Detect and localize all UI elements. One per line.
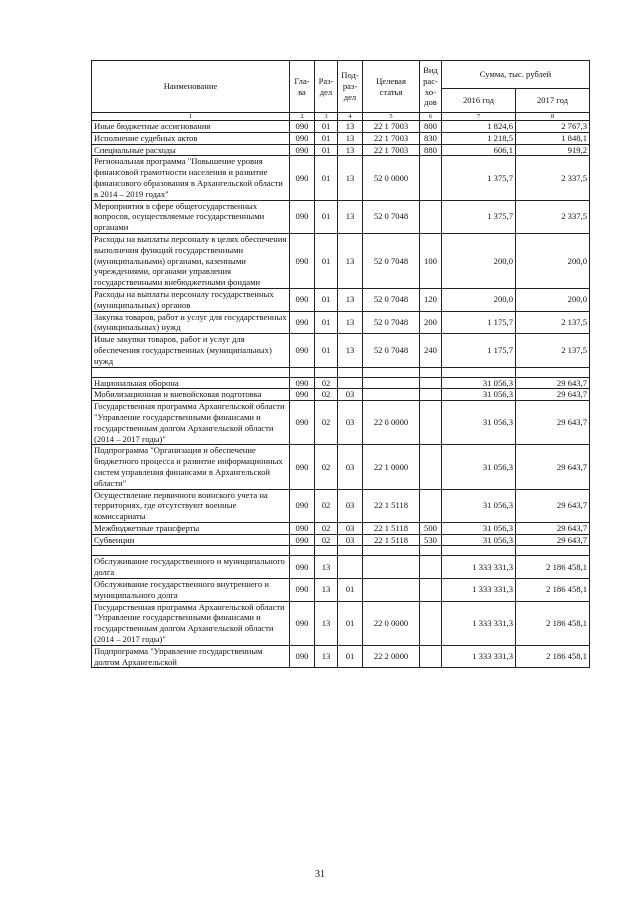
- cell-sum-2016: 31 056,3: [442, 377, 516, 389]
- cell-razdel: 01: [315, 156, 338, 200]
- empty-cell: [420, 546, 442, 556]
- cell-sum-2016: 1 333 331,3: [442, 601, 516, 645]
- empty-cell: [363, 367, 420, 377]
- cell-vid: 880: [420, 144, 442, 156]
- table-row: [92, 156, 590, 200]
- cell-name: Государственная программа Архангельской области "Управление государственными финансами и государственным долгом Архангельской области (2014 – 2017 годы)": [92, 401, 290, 445]
- col-num-1: 1: [92, 113, 290, 121]
- cell-vid: [420, 579, 442, 602]
- empty-cell: [363, 546, 420, 556]
- cell-name: Расходы на выплаты персоналу в целях обеспечения выполнения функций государственными (муниципальными) органами, казенными учреждениями, органами управления государственными внебюджетными фондами: [92, 233, 290, 288]
- cell-sum-2016: 31 056,3: [442, 522, 516, 534]
- empty-cell: [442, 546, 516, 556]
- table-row: [92, 288, 590, 311]
- table-row: [92, 377, 590, 389]
- cell-podrazdel: 01: [338, 579, 363, 602]
- cell-sum-2017: 29 643,7: [516, 522, 590, 534]
- cell-podrazdel: 03: [338, 489, 363, 522]
- cell-name: Обслуживание государственного и муниципального долга: [92, 556, 290, 579]
- table-row: [92, 233, 590, 288]
- cell-sum-2016: 200,0: [442, 233, 516, 288]
- cell-statya: 22 1 5118: [363, 534, 420, 546]
- cell-vid: [420, 645, 442, 668]
- cell-statya: 52 0 7048: [363, 288, 420, 311]
- empty-cell: [92, 367, 290, 377]
- cell-glava: 090: [290, 601, 315, 645]
- cell-statya: [363, 377, 420, 389]
- cell-vid: 500: [420, 522, 442, 534]
- col-num-2: 2: [290, 113, 315, 121]
- cell-razdel: 13: [315, 556, 338, 579]
- empty-cell: [290, 546, 315, 556]
- cell-razdel: 13: [315, 579, 338, 602]
- header-statya: Целевая статья: [363, 61, 420, 113]
- cell-statya: 22 1 7003: [363, 132, 420, 144]
- table-row: [92, 579, 590, 602]
- cell-podrazdel: 03: [338, 401, 363, 445]
- empty-cell: [290, 367, 315, 377]
- cell-statya: 52 0 7048: [363, 233, 420, 288]
- cell-sum-2016: 31 056,3: [442, 389, 516, 401]
- cell-name: Закупка товаров, работ и услуг для государственных (муниципальных) нужд: [92, 311, 290, 334]
- cell-sum-2017: 29 643,7: [516, 401, 590, 445]
- header-podrazdel: Под- раз- дел: [338, 61, 363, 113]
- cell-podrazdel: 01: [338, 601, 363, 645]
- cell-sum-2017: 2 137,5: [516, 311, 590, 334]
- cell-glava: 090: [290, 645, 315, 668]
- table-row: [92, 534, 590, 546]
- cell-sum-2017: 2 186 458,1: [516, 601, 590, 645]
- cell-vid: [420, 489, 442, 522]
- cell-statya: 22 0 0000: [363, 601, 420, 645]
- empty-cell: [516, 367, 590, 377]
- cell-statya: 22 0 0000: [363, 401, 420, 445]
- header-name: Наименование: [92, 61, 290, 113]
- cell-razdel: 01: [315, 121, 338, 133]
- cell-sum-2016: 1 375,7: [442, 156, 516, 200]
- header-year-2017: 2017 год: [516, 89, 590, 113]
- cell-vid: [420, 445, 442, 489]
- empty-cell: [516, 546, 590, 556]
- col-num-5: 5: [363, 113, 420, 121]
- table-row: [92, 389, 590, 401]
- cell-name: Субвенции: [92, 534, 290, 546]
- cell-glava: 090: [290, 334, 315, 367]
- cell-vid: 100: [420, 233, 442, 288]
- cell-name: Исполнение судебных актов: [92, 132, 290, 144]
- cell-glava: 090: [290, 311, 315, 334]
- table-row: [92, 489, 590, 522]
- cell-glava: 090: [290, 401, 315, 445]
- cell-name: Расходы на выплаты персоналу государственных (муниципальных) органов: [92, 288, 290, 311]
- table-row: [92, 645, 590, 668]
- cell-razdel: 02: [315, 389, 338, 401]
- cell-sum-2016: 1 333 331,3: [442, 579, 516, 602]
- cell-vid: 530: [420, 534, 442, 546]
- cell-podrazdel: 03: [338, 534, 363, 546]
- cell-sum-2017: 200,0: [516, 288, 590, 311]
- cell-glava: 090: [290, 445, 315, 489]
- cell-name: Иные бюджетные ассигнования: [92, 121, 290, 133]
- cell-name: Национальная оборона: [92, 377, 290, 389]
- col-num-8: 8: [516, 113, 590, 121]
- table-row: [92, 401, 590, 445]
- empty-cell: [315, 367, 338, 377]
- cell-sum-2017: 2 337,5: [516, 200, 590, 233]
- cell-razdel: 13: [315, 645, 338, 668]
- cell-glava: 090: [290, 522, 315, 534]
- cell-podrazdel: 13: [338, 144, 363, 156]
- cell-sum-2016: 200,0: [442, 288, 516, 311]
- cell-vid: [420, 401, 442, 445]
- cell-name: Подпрограмма "Организация и обеспечение бюджетного процесса и развитие информационных систем управления финансами в Архангельской области": [92, 445, 290, 489]
- cell-statya: 52 0 0000: [363, 156, 420, 200]
- cell-name: Осуществление первичного воинского учета на территориях, где отсутствуют военные комиссариаты: [92, 489, 290, 522]
- cell-sum-2017: 2 137,5: [516, 334, 590, 367]
- cell-sum-2016: 1 175,7: [442, 334, 516, 367]
- empty-cell: [338, 546, 363, 556]
- cell-name: Межбюджетные трансферты: [92, 522, 290, 534]
- cell-glava: 090: [290, 144, 315, 156]
- cell-glava: 090: [290, 200, 315, 233]
- cell-sum-2017: 2 186 458,1: [516, 556, 590, 579]
- cell-sum-2017: 29 643,7: [516, 389, 590, 401]
- cell-sum-2017: 2 337,5: [516, 156, 590, 200]
- cell-podrazdel: 13: [338, 311, 363, 334]
- table-row: [92, 121, 590, 133]
- cell-sum-2016: 1 175,7: [442, 311, 516, 334]
- cell-vid: [420, 556, 442, 579]
- cell-sum-2016: 1 375,7: [442, 200, 516, 233]
- cell-sum-2016: 1 333 331,3: [442, 645, 516, 668]
- cell-sum-2017: 29 643,7: [516, 489, 590, 522]
- cell-statya: 22 1 0000: [363, 445, 420, 489]
- table-body: [92, 121, 590, 668]
- cell-vid: 200: [420, 311, 442, 334]
- cell-name: Иные закупки товаров, работ и услуг для обеспечения государственных (муниципальных) нужд: [92, 334, 290, 367]
- cell-statya: [363, 556, 420, 579]
- cell-glava: 090: [290, 489, 315, 522]
- cell-statya: 22 1 5118: [363, 489, 420, 522]
- header-glava: Гла- ва: [290, 61, 315, 113]
- cell-glava: 090: [290, 556, 315, 579]
- cell-podrazdel: [338, 556, 363, 579]
- table-row: [92, 311, 590, 334]
- cell-sum-2017: 29 643,7: [516, 534, 590, 546]
- cell-name: Подпрограмма "Управление государственным долгом Архангельской: [92, 645, 290, 668]
- cell-sum-2016: 1 824,6: [442, 121, 516, 133]
- cell-vid: [420, 377, 442, 389]
- cell-razdel: 01: [315, 233, 338, 288]
- cell-sum-2017: 2 186 458,1: [516, 579, 590, 602]
- cell-podrazdel: 13: [338, 334, 363, 367]
- cell-razdel: 01: [315, 144, 338, 156]
- cell-razdel: 01: [315, 334, 338, 367]
- cell-statya: [363, 389, 420, 401]
- empty-cell: [92, 546, 290, 556]
- table-row: [92, 445, 590, 489]
- cell-podrazdel: [338, 377, 363, 389]
- cell-glava: 090: [290, 288, 315, 311]
- cell-razdel: 02: [315, 522, 338, 534]
- cell-sum-2017: 2 186 458,1: [516, 645, 590, 668]
- empty-cell: [338, 367, 363, 377]
- table-row: [92, 200, 590, 233]
- cell-podrazdel: 03: [338, 389, 363, 401]
- cell-podrazdel: 13: [338, 121, 363, 133]
- cell-name: Мероприятия в сфере общегосударственных вопросов, осуществляемые государственными органами: [92, 200, 290, 233]
- table-row: [92, 334, 590, 367]
- cell-sum-2016: 31 056,3: [442, 489, 516, 522]
- cell-vid: 800: [420, 121, 442, 133]
- budget-table-page: [91, 60, 589, 668]
- table-spacer-row: [92, 367, 590, 377]
- cell-razdel: 02: [315, 445, 338, 489]
- table-row: [92, 522, 590, 534]
- cell-podrazdel: 01: [338, 645, 363, 668]
- cell-glava: 090: [290, 132, 315, 144]
- cell-vid: [420, 156, 442, 200]
- cell-razdel: 02: [315, 377, 338, 389]
- cell-sum-2017: 919,2: [516, 144, 590, 156]
- header-sum: Сумма, тыс. рублей: [442, 61, 590, 89]
- cell-sum-2017: 2 767,3: [516, 121, 590, 133]
- cell-razdel: 02: [315, 489, 338, 522]
- cell-razdel: 01: [315, 288, 338, 311]
- cell-sum-2016: 31 056,3: [442, 401, 516, 445]
- cell-sum-2017: 1 848,1: [516, 132, 590, 144]
- col-num-3: 3: [315, 113, 338, 121]
- table-header: [92, 61, 590, 121]
- cell-statya: 22 2 0000: [363, 645, 420, 668]
- budget-table: [91, 60, 590, 668]
- cell-glava: 090: [290, 156, 315, 200]
- col-num-6: 6: [420, 113, 442, 121]
- cell-glava: 090: [290, 389, 315, 401]
- cell-vid: [420, 389, 442, 401]
- cell-glava: 090: [290, 579, 315, 602]
- table-spacer-row: [92, 546, 590, 556]
- cell-statya: 22 1 7003: [363, 144, 420, 156]
- page-number: 31: [315, 869, 325, 880]
- table-row: [92, 144, 590, 156]
- cell-sum-2017: 29 643,7: [516, 445, 590, 489]
- cell-vid: 830: [420, 132, 442, 144]
- cell-glava: 090: [290, 377, 315, 389]
- table-row: [92, 556, 590, 579]
- cell-podrazdel: 13: [338, 156, 363, 200]
- header-year-2016: 2016 год: [442, 89, 516, 113]
- cell-statya: 52 0 7048: [363, 334, 420, 367]
- cell-razdel: 13: [315, 601, 338, 645]
- cell-vid: 120: [420, 288, 442, 311]
- empty-cell: [442, 367, 516, 377]
- cell-name: Государственная программа Архангельской области "Управление государственными финансами и государственным долгом Архангельской области (2014 – 2017 годы)": [92, 601, 290, 645]
- cell-vid: [420, 601, 442, 645]
- table-row: [92, 601, 590, 645]
- cell-statya: 52 0 7048: [363, 311, 420, 334]
- cell-razdel: 02: [315, 401, 338, 445]
- cell-razdel: 01: [315, 311, 338, 334]
- empty-cell: [420, 367, 442, 377]
- cell-razdel: 01: [315, 200, 338, 233]
- header-razdel: Раз- дел: [315, 61, 338, 113]
- cell-sum-2016: 31 056,3: [442, 445, 516, 489]
- cell-glava: 090: [290, 233, 315, 288]
- cell-podrazdel: 13: [338, 233, 363, 288]
- cell-statya: [363, 579, 420, 602]
- cell-name: Специальные расходы: [92, 144, 290, 156]
- cell-sum-2017: 29 643,7: [516, 377, 590, 389]
- cell-name: Мобилизационная и вневойсковая подготовка: [92, 389, 290, 401]
- cell-sum-2016: 1 218,5: [442, 132, 516, 144]
- cell-statya: 22 1 5118: [363, 522, 420, 534]
- cell-podrazdel: 13: [338, 288, 363, 311]
- cell-podrazdel: 13: [338, 200, 363, 233]
- cell-name: Обслуживание государственного внутреннего и муниципального долга: [92, 579, 290, 602]
- cell-sum-2016: 606,1: [442, 144, 516, 156]
- cell-vid: [420, 200, 442, 233]
- cell-sum-2017: 200,0: [516, 233, 590, 288]
- cell-sum-2016: 31 056,3: [442, 534, 516, 546]
- cell-statya: 22 1 7003: [363, 121, 420, 133]
- col-num-4: 4: [338, 113, 363, 121]
- empty-cell: [315, 546, 338, 556]
- cell-podrazdel: 13: [338, 132, 363, 144]
- cell-name: Региональная программа "Повышение уровня финансовой грамотности населения и развитие финансового образования в Архангельской области в 2014 – 2019 годах": [92, 156, 290, 200]
- table-row: [92, 132, 590, 144]
- cell-glava: 090: [290, 121, 315, 133]
- cell-podrazdel: 03: [338, 522, 363, 534]
- cell-razdel: 01: [315, 132, 338, 144]
- cell-sum-2016: 1 333 331,3: [442, 556, 516, 579]
- cell-statya: 52 0 7048: [363, 200, 420, 233]
- cell-vid: 240: [420, 334, 442, 367]
- cell-podrazdel: 03: [338, 445, 363, 489]
- cell-glava: 090: [290, 534, 315, 546]
- col-num-7: 7: [442, 113, 516, 121]
- cell-razdel: 02: [315, 534, 338, 546]
- header-vid: Вид рас- хо- дов: [420, 61, 442, 113]
